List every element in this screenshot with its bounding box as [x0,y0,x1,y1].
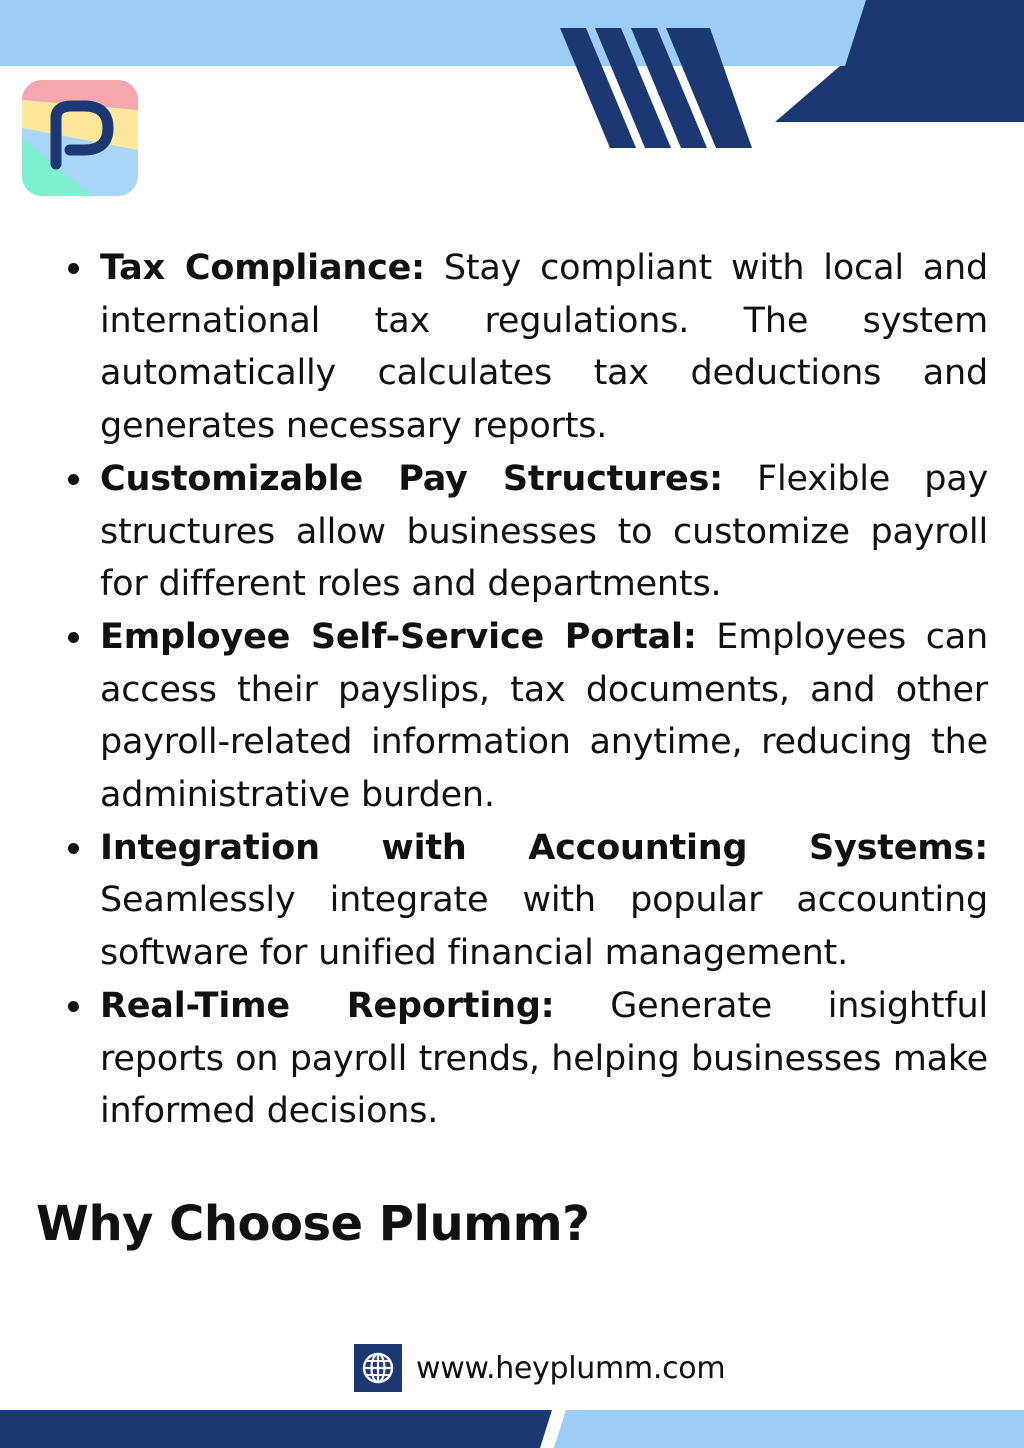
feature-item-reporting [36,980,988,1138]
footer-navy-bar [0,1410,552,1448]
feature-title: Real-Time Reporting: [100,985,555,1026]
section-heading: Why Choose Plumm? [36,1196,590,1252]
header-decoration [0,0,1024,150]
header-navy-block [775,0,1024,122]
feature-text: Stay compliant with local and international tax regulations. The system automatically calculates tax deductions and generates necessary reports. [100,248,988,447]
feature-text: Flexible pay structures allow businesses to customize payroll for different roles and departments. [100,458,989,605]
feature-text: Seamlessly integrate with popular accounting software for unified financial management. [100,880,988,974]
website-url-link[interactable]: www.heyplumm.com [416,1350,726,1386]
feature-list [36,242,988,1138]
feature-title: Employee Self-Service Portal: [100,616,697,657]
plumm-p-logo-icon [22,80,138,196]
feature-text: Generate insightful reports on payroll trends, helping businesses make informed decisions. [100,985,988,1132]
feature-title: Customizable Pay Structures: [100,458,723,499]
feature-title: Tax Compliance: [100,248,425,288]
feature-item-tax-compliance [36,242,988,453]
footer-light-bar [554,1410,1024,1448]
globe-icon [354,1344,402,1392]
feature-item-pay-structures [36,453,988,611]
footer-website[interactable] [354,1344,725,1392]
footer-decoration [0,1408,1024,1448]
feature-title: Integration with Accounting Systems: [100,827,988,868]
feature-item-accounting-integration [36,822,988,980]
feature-text: Employees can access their payslips, tax documents, and other payroll-related information anytime, reducing the administrative burden. [100,616,988,816]
feature-item-self-service [36,611,988,822]
